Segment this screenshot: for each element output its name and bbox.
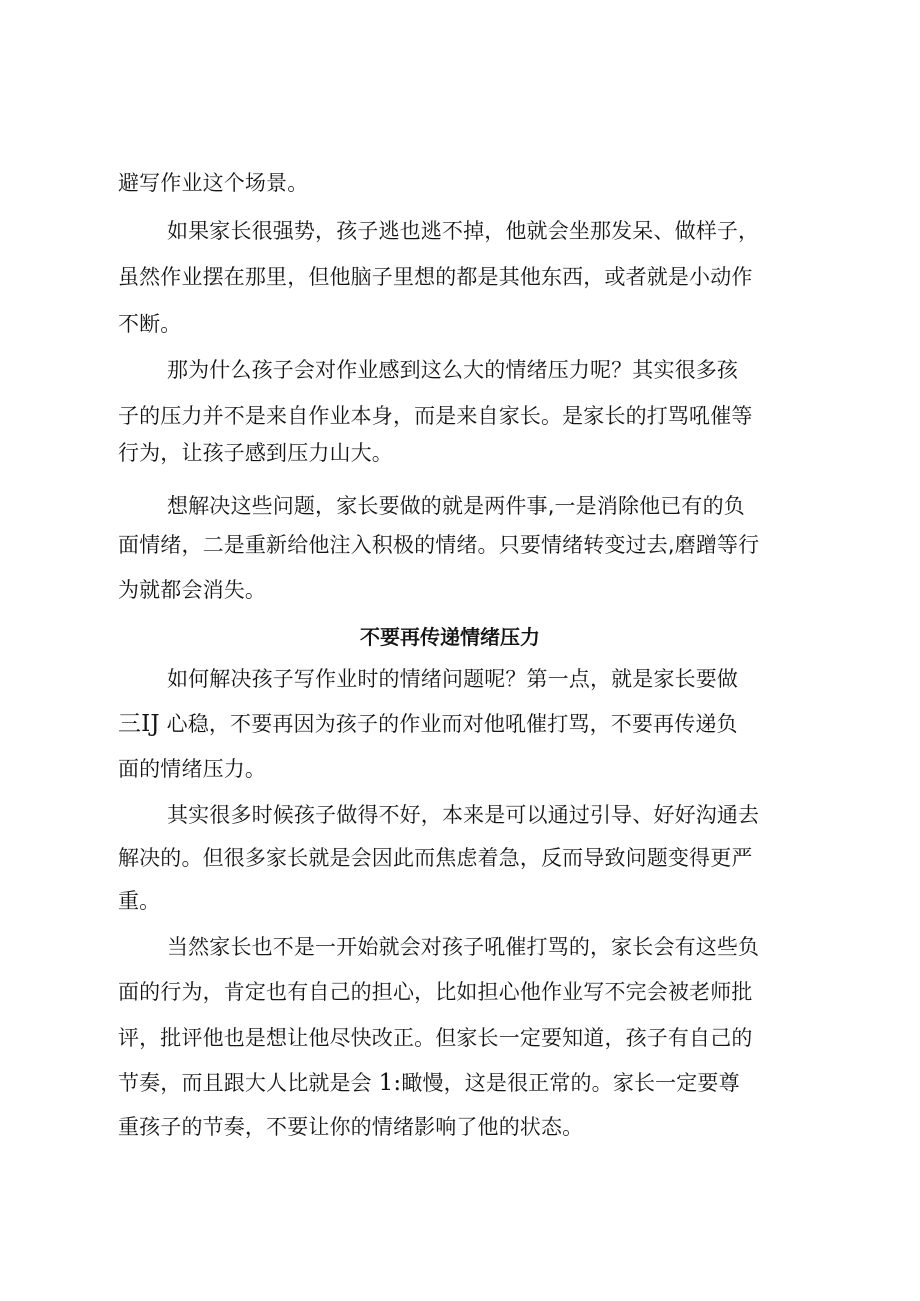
paragraph-line: 其实很多时候孩子做得不好，本来是可以通过引导、好好沟通去 [167, 803, 760, 827]
paragraph-line: 面的情绪压力。 [118, 757, 267, 781]
paragraph-line: 当然家长也不是一开始就会对孩子吼催打骂的，家长会有这些负 [167, 935, 760, 959]
paragraph-line: 行为，让孩子感到压力山大。 [118, 441, 393, 465]
paragraph-line: 重。 [118, 889, 161, 913]
paragraph-line: 子的压力并不是来自作业本身，而是来自家长。是家长的打骂吼催等 [118, 404, 753, 428]
paragraph-text: 瞰慢，这是很正常的。家长一定要尊 [401, 1071, 740, 1095]
ocr-fragment: 三IJ [118, 711, 160, 737]
paragraph-line: 如何解决孩子写作业时的情绪问题呢？第一点，就是家长要做 [167, 667, 739, 691]
paragraph-line: 避写作业这个场景。 [118, 171, 309, 195]
paragraph-line: 不断。 [118, 312, 182, 336]
paragraph-line: 面的行为，肯定也有自己的担心，比如担心他作业写不完会被老师批 [118, 980, 753, 1004]
paragraph-text: 节奏，而且跟大人比就是会 [118, 1071, 372, 1095]
section-heading: 不要再传递情绪压力 [360, 625, 540, 649]
paragraph-text: 心稳，不要再因为孩子的作业而对他吼催打骂，不要再传递负 [166, 712, 738, 736]
paragraph-line: 面情绪，二是重新给他注入积极的情绪。只要情绪转变过去,磨蹭等行 [118, 533, 760, 557]
paragraph-line: 重孩子的节奏，不要让你的情绪影响了他的状态。 [118, 1115, 584, 1139]
paragraph-line [118, 709, 818, 739]
paragraph-line: 虽然作业摆在那里，但他脑子里想的都是其他东西，或者就是小动作 [118, 265, 753, 289]
paragraph-line: 那为什么孩子会对作业感到这么大的情绪压力呢？其实很多孩 [167, 358, 739, 382]
paragraph-line: 评，批评他也是想让他尽快改正。但家长一定要知道，孩子有自己的 [118, 1026, 753, 1050]
paragraph-line: 想解决这些问题，家长要做的就是两件事,一是消除他已有的负 [167, 494, 745, 518]
paragraph-line: 如果家长很强势，孩子逃也逃不掉，他就会坐那发呆、做样子， [167, 219, 760, 243]
paragraph-line [118, 1068, 818, 1098]
paragraph-line: 为就都会消失。 [118, 578, 267, 602]
paragraph-line: 解决的。但很多家长就是会因此而焦虑着急，反而导致问题变得更严 [118, 846, 753, 870]
ocr-fragment: 1: [378, 1070, 402, 1096]
